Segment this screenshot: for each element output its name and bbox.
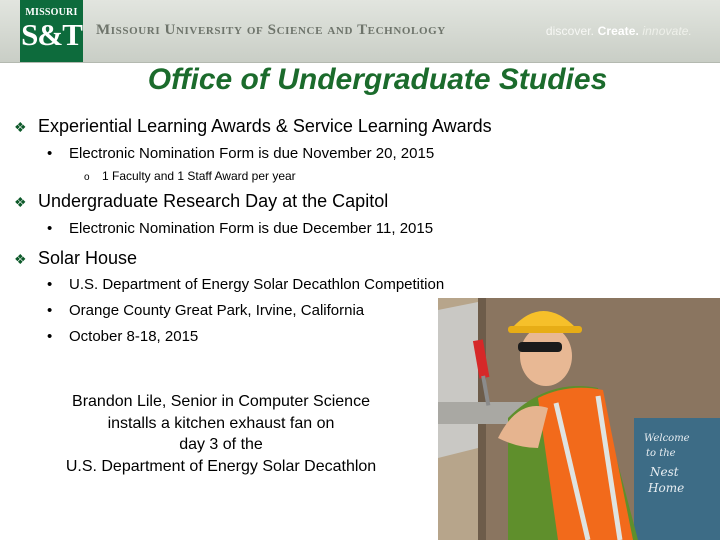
- caption-line: day 3 of the: [179, 436, 263, 453]
- diamond-bullet-icon: ❖: [14, 194, 27, 210]
- bullet-dot-icon: •: [47, 220, 53, 237]
- bullet-item: [47, 220, 433, 237]
- tagline: [546, 24, 692, 38]
- bullet-item: [47, 145, 434, 162]
- sub-bullet-text: 1 Faculty and 1 Staff Award per year: [102, 169, 296, 183]
- photo-caption: [40, 391, 402, 477]
- section-heading: [14, 191, 388, 212]
- bullet-item: [47, 328, 198, 345]
- section-heading: [14, 116, 492, 137]
- section-heading-text: Solar House: [38, 248, 138, 268]
- tagline-innovate: innovate.: [638, 24, 692, 38]
- safety-glasses: [518, 342, 562, 352]
- section-heading: [14, 248, 137, 269]
- bullet-dot-icon: •: [47, 145, 53, 162]
- sub-bullet-item: [84, 169, 296, 183]
- bullet-item: [47, 276, 444, 293]
- bullet-text: Orange County Great Park, Irvine, California: [69, 302, 365, 319]
- worker-face: [520, 326, 572, 386]
- sign-text: to the: [646, 448, 676, 459]
- photo-illustration: [438, 298, 720, 540]
- diamond-bullet-icon: ❖: [14, 119, 27, 135]
- hard-hat-brim: [508, 326, 582, 333]
- university-name: Missouri University of Science and Technology: [96, 22, 446, 38]
- section-heading-text: Experiential Learning Awards & Service Learning Awards: [38, 116, 492, 136]
- header-banner: [0, 0, 720, 63]
- caption-line: installs a kitchen exhaust fan on: [107, 414, 335, 432]
- tagline-create: Create.: [597, 24, 639, 38]
- section-heading-text: Undergraduate Research Day at the Capitol: [38, 191, 389, 211]
- sign-text: Nest: [650, 465, 679, 479]
- slide-title: Office of Undergraduate Studies: [147, 63, 608, 96]
- logo-line-2: S&T: [21, 17, 82, 52]
- bullet-item: [47, 302, 364, 319]
- bullet-dot-icon: •: [47, 302, 53, 319]
- sign-text: Home: [648, 481, 685, 495]
- tagline-discover: discover.: [545, 24, 598, 38]
- range-hood: [438, 302, 478, 458]
- bullet-text: U.S. Department of Energy Solar Decathlon Competition: [69, 276, 445, 293]
- circle-bullet-icon: o: [84, 172, 90, 183]
- bullet-text: Electronic Nomination Form is due December 11, 2015: [69, 220, 434, 237]
- bullet-text: October 8-18, 2015: [69, 328, 199, 345]
- bullet-dot-icon: •: [47, 328, 53, 345]
- logo-line-1: MISSOURI: [25, 7, 78, 18]
- diamond-bullet-icon: ❖: [14, 251, 27, 267]
- university-logo: [20, 0, 83, 62]
- sign-text: Welcome: [644, 433, 690, 444]
- solar-house-photo: [438, 298, 720, 540]
- caption-line: Brandon Lile, Senior in Computer Science: [72, 393, 370, 410]
- bullet-dot-icon: •: [47, 276, 53, 293]
- caption-line: U.S. Department of Energy Solar Decathlon: [65, 457, 377, 475]
- bullet-text: Electronic Nomination Form is due November 20, 2015: [69, 145, 435, 162]
